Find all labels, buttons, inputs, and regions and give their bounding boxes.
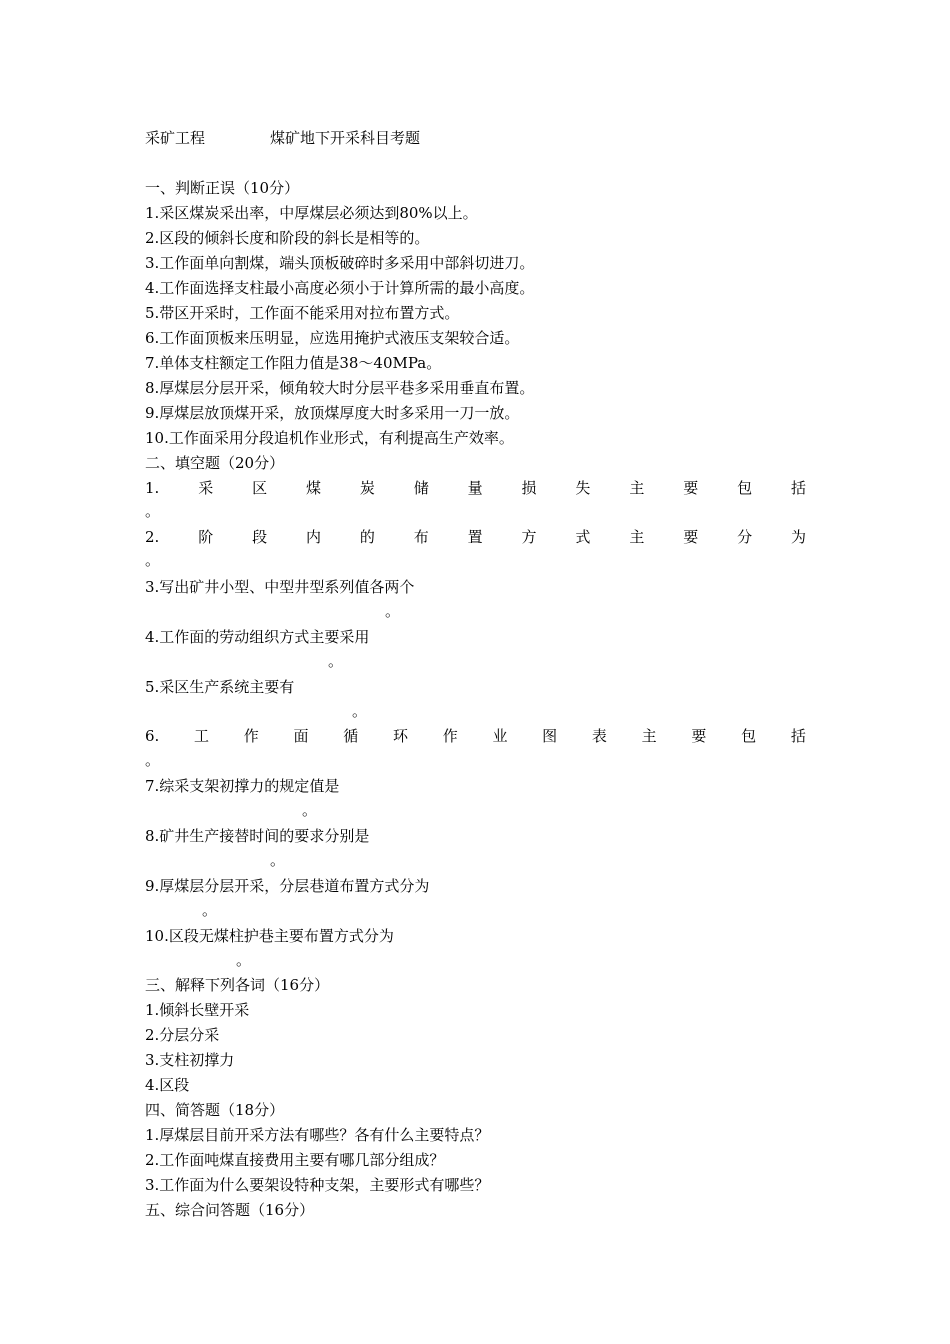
short-answer-item: 1.厚煤层目前开采方法有哪些？各有什么主要特点？: [145, 1126, 490, 1144]
answer-end-mark: 。: [270, 851, 286, 869]
section2-heading: 二、填空题（20分）: [145, 454, 285, 472]
judgment-item: 5.带区开采时，工作面不能采用对拉布置方式。: [145, 304, 460, 322]
q6-char: 作: [243, 727, 259, 745]
q2-char: 要: [683, 528, 699, 546]
answer-end-mark: 。: [145, 551, 161, 569]
q1-char: 括: [790, 479, 806, 497]
section5-heading: 五、综合问答题（16分）: [145, 1201, 315, 1219]
q1-char: 主: [629, 479, 645, 497]
judgment-item: 10.工作面采用分段追机作业形式，有利提高生产效率。: [145, 429, 514, 447]
fill-question-4: 4.工作面的劳动组织方式主要采用: [145, 628, 370, 646]
q6-char: 图: [542, 727, 558, 745]
answer-end-mark: 。: [385, 602, 401, 620]
q6-char: 环: [392, 727, 408, 745]
q2-char: 内: [305, 528, 321, 546]
q6-char: 主: [641, 727, 657, 745]
judgment-item: 2.区段的倾斜长度和阶段的斜长是相等的。: [145, 229, 430, 247]
q1-char: 炭: [359, 479, 375, 497]
term-item: 4.区段: [145, 1076, 190, 1094]
q6-char: 包: [741, 727, 757, 745]
fill-question-3: 3.写出矿井小型、中型井型系列值各两个: [145, 578, 415, 596]
fill-question-5: 5.采区生产系统主要有: [145, 678, 295, 696]
short-answer-item: 2.工作面吨煤直接费用主要有哪几部分组成？: [145, 1151, 445, 1169]
answer-end-mark: 。: [202, 901, 218, 919]
judgment-item: 3.工作面单向割煤，端头顶板破碎时多采用中部斜切进刀。: [145, 254, 535, 272]
q2-char: 为: [790, 528, 806, 546]
term-item: 2.分层分采: [145, 1026, 220, 1044]
q1-char: 1.: [145, 479, 160, 497]
q1-char: 损: [521, 479, 537, 497]
answer-end-mark: 。: [352, 702, 368, 720]
exam-title: 煤矿地下开采科目考题: [270, 129, 421, 147]
q6-char: 面: [293, 727, 309, 745]
judgment-item: 6.工作面顶板来压明显，应选用掩护式液压支架较合适。: [145, 329, 520, 347]
judgment-item: 4.工作面选择支柱最小高度必须小于计算所需的最小高度。: [145, 279, 535, 297]
section1-heading: 一、判断正误（10分）: [145, 179, 300, 197]
q6-char: 括: [790, 727, 806, 745]
q2-char: 的: [359, 528, 375, 546]
q2-char: 式: [575, 528, 591, 546]
q2-char: 主: [629, 528, 645, 546]
q6-char: 业: [492, 727, 508, 745]
q2-char: 方: [521, 528, 537, 546]
q1-char: 区: [252, 479, 268, 497]
q1-char: 采: [198, 479, 214, 497]
judgment-item: 7.单体支柱额定工作阻力值是38～40MPa。: [145, 354, 442, 372]
answer-end-mark: 。: [302, 801, 318, 819]
fill-question-7: 7.综采支架初撑力的规定值是: [145, 777, 340, 795]
judgment-item: 9.厚煤层放顶煤开采，放顶煤厚度大时多采用一刀一放。: [145, 404, 520, 422]
answer-end-mark: 。: [328, 652, 344, 670]
q1-char: 要: [683, 479, 699, 497]
term-item: 3.支柱初撑力: [145, 1051, 235, 1069]
fill-question-10: 10.区段无煤柱护巷主要布置方式分为: [145, 927, 394, 945]
fill-question-8: 8.矿井生产接替时间的要求分别是: [145, 827, 370, 845]
fill-question-1: [145, 478, 806, 498]
q6-char: 循: [343, 727, 359, 745]
q2-char: 分: [737, 528, 753, 546]
section4-heading: 四、简答题（18分）: [145, 1101, 285, 1119]
q2-char: 段: [252, 528, 268, 546]
q1-char: 储: [413, 479, 429, 497]
q1-char: 煤: [305, 479, 321, 497]
q6-char: 表: [591, 727, 607, 745]
judgment-item: 8.厚煤层分层开采，倾角较大时分层平巷多采用垂直布置。: [145, 379, 535, 397]
judgment-item: 1.采区煤炭采出率，中厚煤层必须达到80%以上。: [145, 204, 478, 222]
q2-char: 置: [467, 528, 483, 546]
q6-char: 作: [442, 727, 458, 745]
short-answer-item: 3.工作面为什么要架设特种支架，主要形式有哪些？: [145, 1176, 490, 1194]
q1-char: 量: [467, 479, 483, 497]
subject-label: 采矿工程: [145, 129, 206, 147]
answer-end-mark: 。: [145, 502, 161, 520]
q2-char: 2.: [145, 528, 160, 546]
term-item: 1.倾斜长壁开采: [145, 1001, 250, 1019]
q6-char: 要: [691, 727, 707, 745]
q1-char: 包: [737, 479, 753, 497]
q2-char: 布: [413, 528, 429, 546]
q2-char: 阶: [198, 528, 214, 546]
q1-char: 失: [575, 479, 591, 497]
q6-char: 6.: [145, 727, 160, 745]
q6-char: 工: [194, 727, 210, 745]
fill-question-9: 9.厚煤层分层开采，分层巷道布置方式分为: [145, 877, 430, 895]
answer-end-mark: 。: [145, 751, 161, 769]
fill-question-6: [145, 726, 806, 746]
fill-question-2: [145, 527, 806, 547]
section3-heading: 三、解释下列各词（16分）: [145, 976, 330, 994]
answer-end-mark: 。: [236, 951, 252, 969]
